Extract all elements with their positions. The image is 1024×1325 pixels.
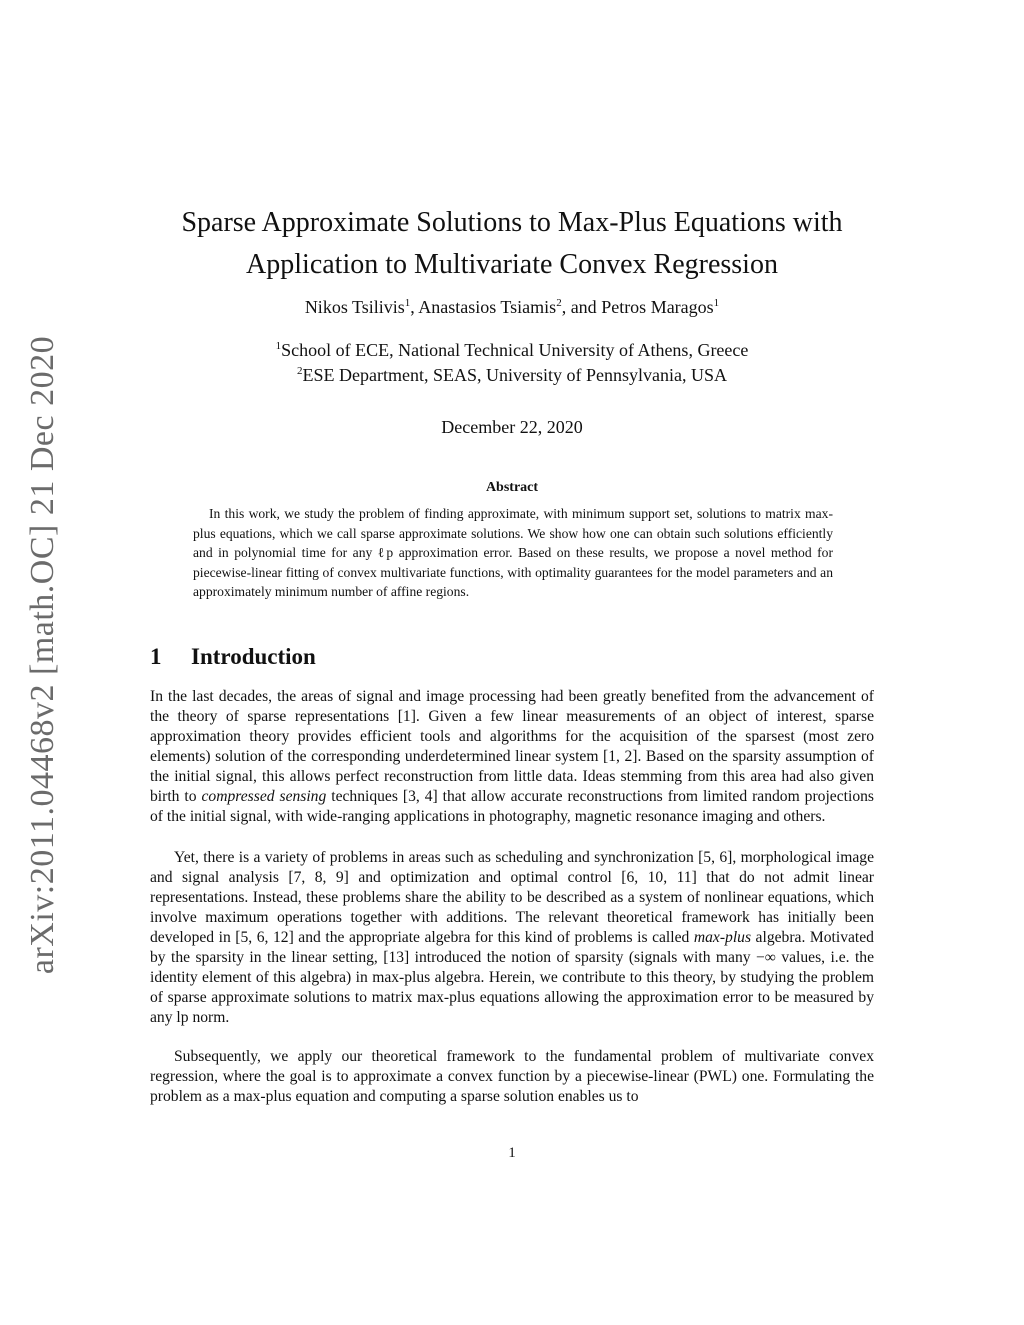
paragraph-1: [150, 687, 874, 827]
section-title: Introduction: [191, 644, 316, 669]
emphasized-term: compressed sensing: [201, 788, 327, 805]
author-name: Nikos Tsilivis: [304, 297, 405, 317]
paragraph-2: [150, 848, 874, 1028]
affiliation-text: School of ECE, National Technical University of Athens, Greece: [281, 340, 749, 360]
author-affiliation-mark: 1: [713, 297, 720, 309]
paper-title: [150, 202, 874, 286]
affiliation-text: ESE Department, SEAS, University of Pennsylvania, USA: [302, 365, 727, 385]
page-number: 1: [508, 1145, 516, 1161]
affiliation-mark: 1: [275, 340, 282, 352]
affiliation-list: [150, 338, 874, 388]
author-name: Anastasios Tsiamis: [418, 297, 557, 317]
paragraph-text: Yet, there is a variety of problems in areas such as scheduling and synchronization [5, 6], morphological image and signal analysis [7, 8, 9] and optimization and optimal control [6, 10, 11] that do not admit linear representations. Instead, these problems share the ability to be described as a system of nonlinear equations, which involve maximum operations together with additions. The relevant theoretical framework has initially been developed in [5, 6, 12] and the appropriate algebra for this kind of problems is called: [150, 849, 874, 946]
author-name: Petros Maragos: [601, 297, 714, 317]
publication-date: December 22, 2020: [441, 417, 583, 437]
affiliation-line: [150, 338, 874, 363]
emphasized-term: max-plus: [693, 929, 752, 946]
paragraph-text: algebra. Motivated by the sparsity in the linear setting, [13] introduced the notion of sparsity (signals with many −∞ values, i.e. the identity element of this algebra) in max-plus algebra. Herein, we contribute to this theory, by studying the problem of sparse approximate solutions to matrix max-plus equations allowing the approximation error to be measured by any lp norm.: [150, 929, 874, 1026]
paragraph-3: Subsequently, we apply our theoretical framework to the fundamental problem of multivariate convex regression, where the goal is to approximate a convex function by a piecewise-linear (PWL) one. Formulating the problem as a max-plus equation and computing a sparse solution enables us to: [150, 1048, 874, 1105]
section-number: 1: [150, 644, 162, 669]
title-line-2: Application to Multivariate Convex Regression: [246, 249, 778, 280]
abstract-text: In this work, we study the problem of finding approximate, with minimum support set, solutions to matrix max-plus equations, which we call sparse approximate solutions. We show how one can obtain such solutions efficiently and in polynomial time for any ℓp approximation error. Based on these results, we propose a novel method for piecewise-linear fitting of convex multivariate functions, with optimality guarantees for the model parameters and an approximately minimum number of affine regions.: [193, 506, 833, 599]
arxiv-sidebar: [18, 330, 68, 980]
author-separator: , and: [561, 297, 602, 317]
abstract-heading: Abstract: [485, 480, 539, 495]
section-heading: [150, 644, 316, 670]
paragraph-text: In the last decades, the areas of signal and image processing had been greatly benefited from the advancement of the theory of sparse representations [1]. Given a few linear measurements of an object of interest, sparse approximation theory provides efficient tools and algorithms for the acquisition of the sparsest (most zero elements) solution of the corresponding underdetermined linear system [1, 2]. Based on the sparsity assumption of the initial signal, this allows perfect reconstruction from little data. Ideas stemming from this area had also given birth to: [150, 688, 874, 805]
paragraph-text: techniques [3, 4] that allow accurate reconstructions from limited random projections of the initial signal, with wide-ranging applications in photography, magnetic resonance imaging and others.: [150, 788, 874, 825]
affiliation-line: [150, 363, 874, 388]
arxiv-identifier: arXiv:2011.04468v2 [math.OC] 21 Dec 2020: [24, 335, 61, 975]
affiliation-mark: 2: [297, 365, 303, 377]
author-affiliation-mark: 1: [404, 297, 411, 309]
author-affiliation-mark: 2: [556, 297, 562, 309]
author-separator: ,: [410, 297, 419, 317]
author-list: [150, 297, 874, 318]
title-line-1: Sparse Approximate Solutions to Max-Plus Equations with: [181, 207, 843, 238]
